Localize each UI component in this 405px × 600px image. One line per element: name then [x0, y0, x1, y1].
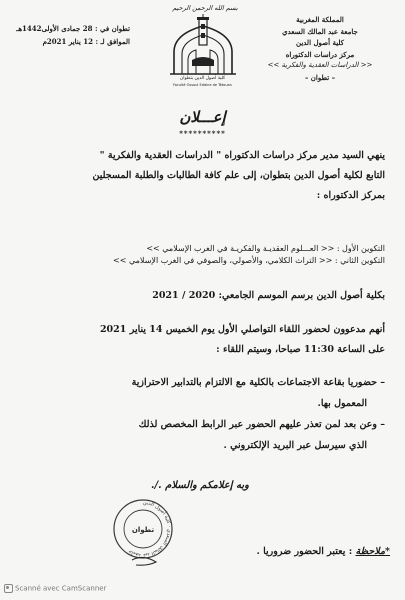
header-line: المملكة المغربية	[296, 15, 344, 24]
meeting-line: على الساعة 11:30 صباحا، وسيتم اللقاء :	[216, 344, 385, 355]
intro-line: التابع لكلية أصول الدين بتطوان، إلى علم كافة الطالبات والطلبة المسجلين	[92, 170, 385, 181]
season-line	[15, 286, 385, 306]
announcement-title: إعـــلان	[179, 108, 226, 126]
basmala: بسم الله الرحمن الرحيم	[172, 4, 238, 12]
meeting-paragraph	[15, 320, 385, 360]
modes-list	[15, 372, 385, 456]
intro-line: بمركز الدكتوراه :	[316, 190, 385, 201]
date-gregorian: الموافق لـ : 12 يناير 2021م	[42, 37, 130, 46]
faculty-logo-icon	[166, 14, 241, 76]
logo-caption: كلية أصول الدين بتطوان	[179, 76, 226, 81]
note-text: : يعتبر الحضور ضروريا .	[256, 546, 353, 557]
date-hijri: تطوان في : 28 جمادى الأولى1442هـ	[16, 24, 130, 33]
intro-paragraph	[15, 146, 385, 206]
title-stars: **********	[179, 129, 226, 138]
header-line: مركز دراسات الدكتوراه	[285, 49, 355, 59]
closing-line: وبه إعلامكم والسلام ./.	[150, 480, 249, 491]
header-line: << الدراسات العقدية والفكرية >>	[267, 61, 373, 69]
stamp-ring-text: جامعة عبد المالك السعدي · كلية أصول الدين	[127, 499, 173, 559]
track-item: التكوين الثاني : << التراث الكلامي، والأصولي، والصوفي في الغرب الإسلامي >>	[113, 256, 385, 265]
mode-line: الذي سيرسل عبر البريد الإلكتروني .	[223, 440, 367, 451]
camscanner-icon	[4, 584, 13, 593]
note-label: *ملاحظة	[355, 546, 390, 557]
track-item: التكوين الأول : << العـــلوم العقديـة والفكريـة في الغرب الإسلامي >>	[146, 244, 385, 253]
mode-line: – وعن بعد لمن تعذر عليهم الحضور عبر الرابط المخصص لذلك	[138, 419, 385, 430]
header-line: – تطوان –	[304, 72, 336, 82]
date-block	[10, 22, 130, 48]
header-line: جامعة عبد المالك السعدي	[282, 26, 358, 36]
intro-line: ينهي السيد مدير مركز دراسات الدكتوراه " الدراسات العقدية والفكرية "	[99, 150, 385, 161]
tracks-list	[15, 243, 385, 267]
scanner-text: Scanné avec CamScanner	[15, 584, 107, 593]
note-line	[200, 546, 390, 557]
stamp-center-text: تطوان	[131, 526, 155, 534]
institution-header	[245, 14, 395, 83]
logo-caption-latin: Faculté Ossoul Eddine de Tétouan	[173, 83, 232, 87]
scanner-watermark	[4, 584, 106, 593]
mode-line: المعمول بها.	[317, 398, 367, 409]
meeting-line: أنهم مدعوون لحضور اللقاء التواصلي الأول يوم الخميس 14 يناير 2021	[99, 324, 385, 335]
mode-line: – حضوريا بقاعة الاجتماعات بالكلية مع الالتزام بالتدابير الاحترازية	[131, 377, 385, 388]
header-line: كلية أصول الدين	[295, 38, 344, 47]
season-text: بكلية أصول الدين برسم الموسم الجامعي: 2020 / 2021	[152, 290, 385, 301]
official-stamp-icon	[112, 498, 174, 568]
